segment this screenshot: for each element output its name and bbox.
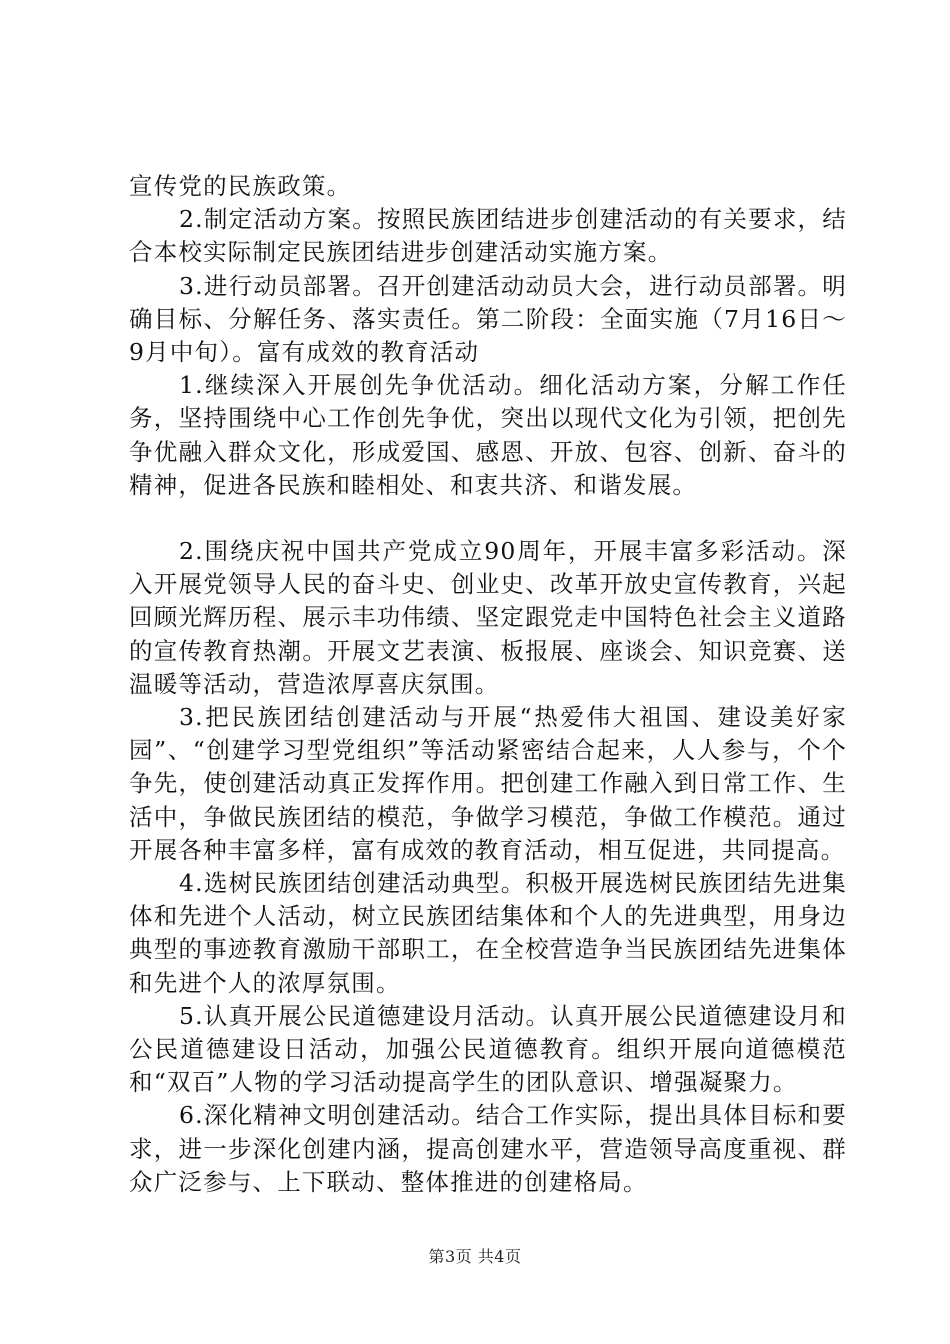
paragraph-item-3-integration: 3.把民族团结创建活动与开展“热爱伟大祖国、建设美好家园”、“创建学习型党组织”等活动紧密结合起来，人人参与，个个争先，使创建活动真正发挥作用。把创建工作融入到日常工作、生活中，争做民族团结的模范，争做学习模范，争做工作模范。通过开展各种丰富多样，富有成效的教育活动，相互促进，共同提高。 [129,703,847,864]
paragraph-item-2-anniversary: 2.围绕庆祝中国共产党成立90周年，开展丰富多彩活动。深入开展党领导人民的奋斗史、创业史、改革开放史宣传教育，兴起回顾光辉历程、展示丰功伟绩、坚定跟党走中国特色社会主义道路的宣传教育热潮。开展文艺表演、板报展、座谈会、知识竞赛、送温暖等活动，营造浓厚喜庆氛围。 [129,537,847,698]
paragraph-item-5-morality: 5.认真开展公民道德建设月活动。认真开展公民道德建设月和公民道德建设日活动，加强公民道德教育。组织开展向道德模范和“双百”人物的学习活动提高学生的团队意识、增强凝聚力。 [129,1001,847,1097]
document-body [129,170,847,1199]
paragraph-item-1-excellence: 1.继续深入开展创先争优活动。细化活动方案，分解工作任务，坚持围绕中心工作创先争优，突出以现代文化为引领，把创先争优融入群众文化，形成爱国、感恩、开放、包容、创新、奋斗的精神，促进各民族和睦相处、和衷共济、和谐发展。 [129,371,847,499]
paragraph-item-6-civilization: 6.深化精神文明创建活动。结合工作实际，提出具体目标和要求，进一步深化创建内涵，提高创建水平，营造领导高度重视、群众广泛参与、上下联动、整体推进的创建格局。 [129,1101,847,1196]
page-number-footer: 第3页 共4页 [428,1247,522,1266]
paragraph-item-3-mobilize: 3.进行动员部署。召开创建活动动员大会，进行动员部署。明确目标、分解任务、落实责任。第二阶段：全面实施（7月16日～9月中旬）。富有成效的教育活动 [129,271,847,367]
paragraph-continuation: 宣传党的民族政策。 [129,172,352,200]
paragraph-item-2-plan: 2.制定活动方案。按照民族团结进步创建活动的有关要求，结合本校实际制定民族团结进步创建活动实施方案。 [129,205,847,267]
paragraph-item-4-models: 4.选树民族团结创建活动典型。积极开展选树民族团结先进集体和先进个人活动，树立民族团结集体和个人的先进典型，用身边典型的事迹教育激励干部职工，在全校营造争当民族团结先进集体和先进个人的浓厚氛围。 [129,869,847,997]
